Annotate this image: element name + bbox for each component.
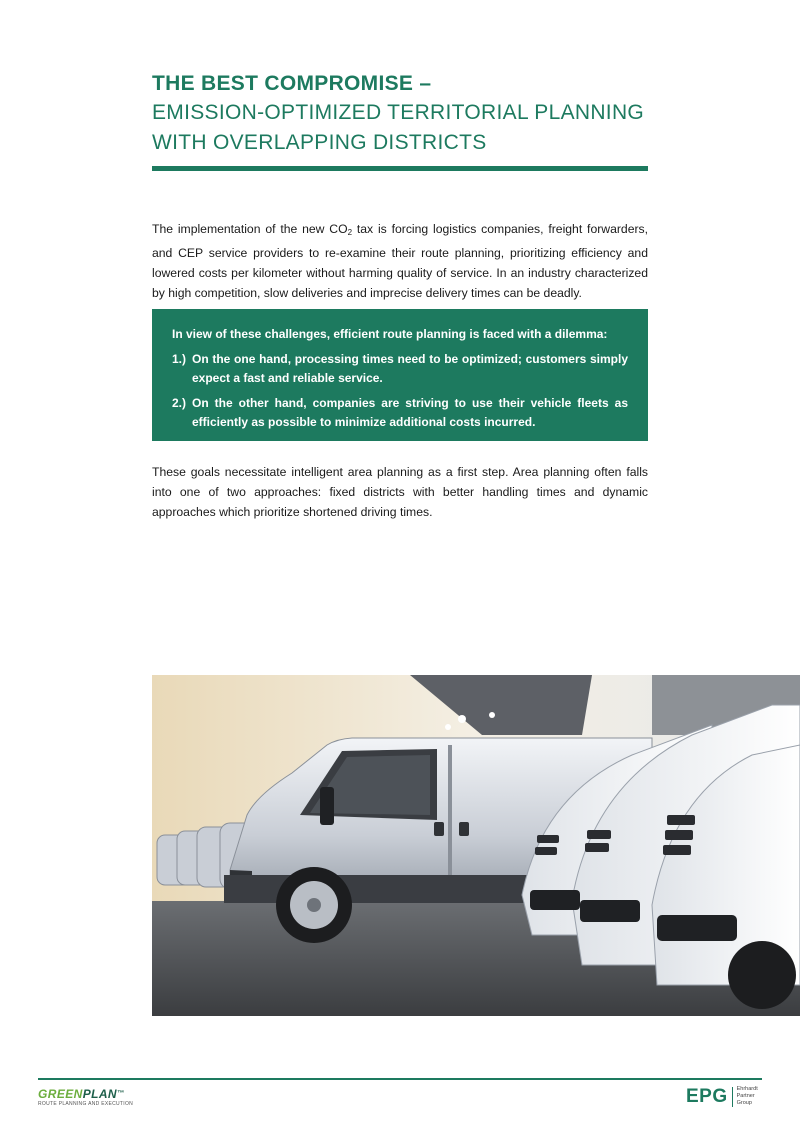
list-item-number: 2.) <box>172 396 187 410</box>
page-heading <box>152 70 648 158</box>
greenplan-wordmark: GREENPLAN™ <box>38 1087 125 1101</box>
list-item-text: On the other hand, companies are striving to use their vehicle fleets as efficiently as possible to minimize additional costs incurred. <box>192 396 628 429</box>
dilemma-callout <box>152 309 648 441</box>
intro-paragraph <box>152 219 648 303</box>
list-item <box>172 350 628 388</box>
footer-divider <box>38 1078 762 1080</box>
epg-logo <box>686 1086 758 1107</box>
greenplan-tagline: ROUTE PLANNING AND EXECUTION <box>38 1101 134 1107</box>
epg-separator <box>732 1087 733 1107</box>
intro-text-start: The implementation of the new CO <box>152 222 348 236</box>
list-item-text: On the one hand, processing times need to be optimized; customers simply expect a fast and reliable service. <box>192 352 628 385</box>
intro-text-rest: tax is forcing logistics companies, freight forwarders, and CEP service providers to re-examine their route planning, prioritizing efficiency and lowered costs per kilometer without harming quality of service. In an industry characterized by high competition, slow deliveries and imprecise delivery times can be deadly. <box>152 222 649 300</box>
dilemma-list <box>172 350 628 432</box>
heading-sub-line2: WITH OVERLAPPING DISTRICTS <box>152 131 487 154</box>
delivery-vans-photo <box>152 675 800 1016</box>
list-item <box>172 394 628 432</box>
co2-subscript: 2 <box>347 228 353 237</box>
epg-company-name: Ehrhardt Partner Group <box>736 1086 758 1106</box>
outro-paragraph: These goals necessitate intelligent area planning as a first step. Area planning often falls into one of two approaches: fixed districts with better handling times and dynamic approaches which prioritize shortened driving times. <box>152 465 648 519</box>
dilemma-lead: In view of these challenges, efficient route planning is faced with a dilemma: <box>172 327 608 341</box>
epg-wordmark: EPG <box>686 1085 728 1107</box>
heading-main: THE BEST COMPROMISE – <box>152 72 432 95</box>
heading-sub-line1: EMISSION-OPTIMIZED TERRITORIAL PLANNING <box>152 101 645 124</box>
list-item-number: 1.) <box>172 352 187 366</box>
greenplan-logo <box>38 1087 148 1108</box>
heading-divider <box>152 166 648 171</box>
